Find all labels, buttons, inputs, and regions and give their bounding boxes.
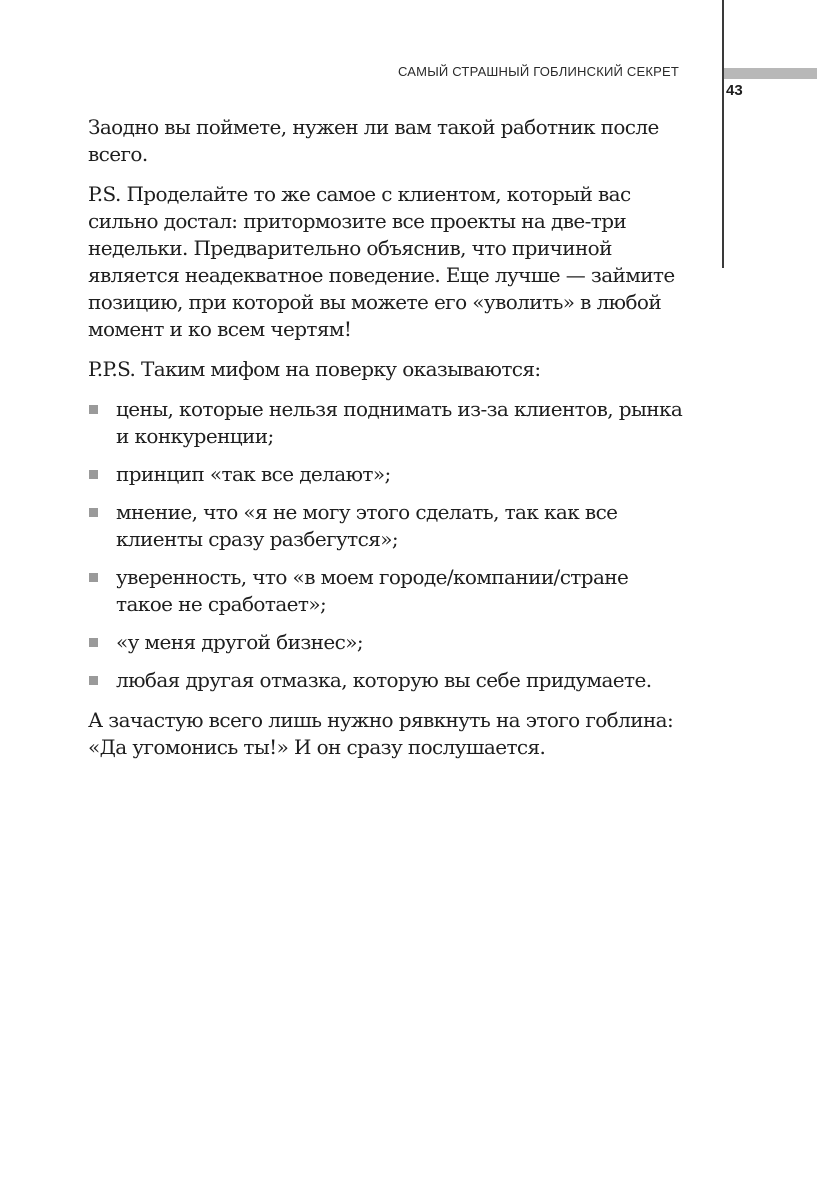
square-bullet-icon bbox=[89, 508, 98, 517]
list-item-text: мнение, что «я не могу этого сделать, так как все клиенты сразу разбегутся»; bbox=[116, 500, 618, 551]
page-number-tab-bar bbox=[724, 68, 817, 79]
page-body bbox=[88, 114, 686, 774]
list-item bbox=[88, 499, 686, 553]
list-item-text: «у меня другой бизнес»; bbox=[116, 630, 363, 654]
list-item bbox=[88, 629, 686, 656]
list-item bbox=[88, 461, 686, 488]
page-number: 43 bbox=[726, 82, 743, 99]
list-item-text: любая другая отмазка, которую вы себе придумаете. bbox=[116, 668, 652, 692]
myth-list bbox=[88, 396, 686, 694]
list-item-text: принцип «так все делают»; bbox=[116, 462, 391, 486]
paragraph-ps: P.S. Проделайте то же самое с клиентом, который вас сильно достал: притормозите все проекты на две-три недельки. Предварительно объяснив, что причиной является неадекватное поведение. Еще лучше — займите позицию, при которой вы можете его «уволить» в любой момент и ко всем чертям! bbox=[88, 182, 675, 341]
list-item-text: цены, которые нельзя поднимать из-за клиентов, рынка и конкуренции; bbox=[116, 397, 683, 448]
running-head: САМЫЙ СТРАШНЫЙ ГОБЛИНСКИЙ СЕКРЕТ bbox=[398, 64, 679, 79]
paragraph-intro: Заодно вы поймете, нужен ли вам такой работник после всего. bbox=[88, 115, 659, 166]
margin-vertical-rule bbox=[722, 0, 724, 268]
square-bullet-icon bbox=[89, 638, 98, 647]
list-item bbox=[88, 564, 686, 618]
square-bullet-icon bbox=[89, 405, 98, 414]
list-item bbox=[88, 396, 686, 450]
square-bullet-icon bbox=[89, 573, 98, 582]
square-bullet-icon bbox=[89, 470, 98, 479]
square-bullet-icon bbox=[89, 676, 98, 685]
paragraph-pps: P.P.S. Таким мифом на поверку оказываются: bbox=[88, 357, 541, 381]
list-item bbox=[88, 667, 686, 694]
paragraph-conclusion: А зачастую всего лишь нужно рявкнуть на этого гоблина: «Да угомонись ты!» И он сразу послушается. bbox=[88, 708, 674, 759]
list-item-text: уверенность, что «в моем городе/компании/стране такое не сработает»; bbox=[116, 565, 629, 616]
